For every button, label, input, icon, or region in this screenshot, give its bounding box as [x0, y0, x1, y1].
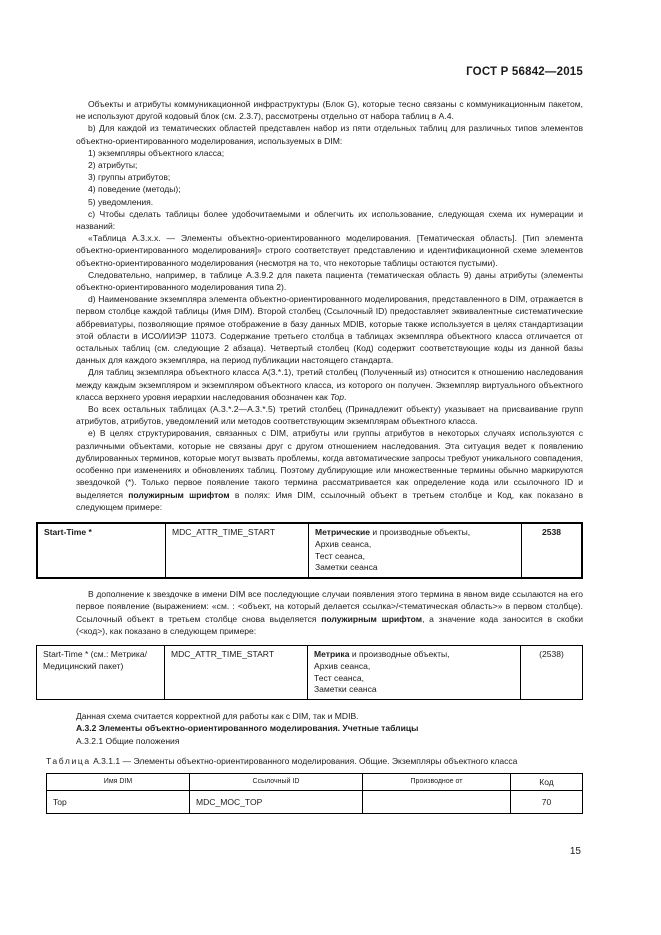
example-code: 2538: [522, 523, 583, 578]
bold-term: полужирным шрифтом: [321, 613, 423, 624]
list-item: 5) уведомления.: [88, 196, 154, 207]
table-row: [47, 790, 583, 813]
text-run: Для таблиц экземпляра объектного класса А(3.*.1), третий столбец (Полученный из) относится к отношению наследования между каждым экземпляром и экземпляром объектного класса, из которого он получен. Экземпляр виртуального объектного класса верхнего уровня иерархии наследования обозначен как: [76, 367, 583, 402]
example-table-2: [36, 645, 583, 700]
table-caption: Таблица А.3.1.1 — Элементы объектно-ориентированного моделирования. Общие. Экземпляры объектного класса: [46, 755, 518, 766]
paragraph: [76, 366, 583, 403]
paragraph: Следовательно, например, в таблице А.3.9.2 для пакета пациента (тематическая область 9) даны атрибуты (элементы объектно-ориентированного моделирования типа 2).: [76, 269, 583, 293]
list-item: 3) группы атрибутов;: [88, 172, 171, 183]
example-dim-name: Start-Time * (см.: Метрика/ Медицинский пакет): [37, 645, 165, 699]
example-object: Метрические и производные объекты, Архив сеанса, Тест сеанса, Заметки сеанса: [309, 523, 522, 578]
list-item: 1) экземпляры объектного класса;: [88, 147, 225, 158]
text-run: e) В целях структурирования, связанных с DIM, атрибуты или группы атрибутов в некоторых случаях используются с различными объектами, которые не связаны друг с другом отношением наследования. Эта ситуация ведет к появлению дублированных терминов, которые могут вызвать проблемы, когда автоматические запросы требуют уникального совпадения, особенно при изменениях и обновлениях таблиц. Поэтому дублирующие или множественные термины обычно маркируются звездочкой (*). Только первое появление такого термина рассматривается как определение кода или ссылочного ID и выделяется: [76, 428, 583, 500]
list-item: 2) атрибуты;: [88, 160, 138, 171]
table-cell: Top: [47, 790, 190, 813]
paragraph: b) Для каждой из тематических областей представлен набор из пяти отдельных таблиц для различных типов элементов объектно-ориентированного моделирования, используемых в DIM:: [76, 123, 583, 146]
text-run: .: [344, 391, 347, 402]
bold-term: полужирным шрифтом: [128, 489, 230, 500]
table-cell: MDC_MOC_TOP: [190, 790, 363, 813]
column-header: Производное от: [363, 773, 511, 790]
paragraph: [76, 427, 583, 512]
paragraph: Данная схема считается корректной для работы как с DIM, так и MDIB.: [76, 711, 359, 722]
section-heading: А.3.2 Элементы объектно-ориентированного моделирования. Учетные таблицы: [76, 723, 419, 734]
example-dim-name: Start-Time *: [37, 523, 166, 578]
standard-number: ГОСТ Р 56842—2015: [466, 66, 583, 78]
subsection-heading: А.3.2.1 Общие положения: [76, 735, 180, 746]
paragraph: d) Наименование экземпляра элемента объектно-ориентированного моделирования, представленного в DIM, отражается в первом столбце каждой таблицы (Имя DIM). Второй столбец (Ссылочный ID) предоставляет эквивалентные систематические аббревиатуры, позволяющие прямое отображение в базу данных MDIB, которые также используется в целях стандартизации этой области в ИСО/ИИЭР 11073. Содержание третьего столбца в таблицах экземпляра объектного класса отличается от остальных таблиц (см. следующие 2 абзаца). Четвертый столбец (Код) содержит соответствующие коды из данной базы данных для каждого экземпляра, на период публикации настоящего стандарта.: [76, 294, 583, 366]
example-code: (2538): [521, 645, 583, 699]
paragraph: Объекты и атрибуты коммуникационной инфраструктуры (Блок G), которые тесно связаны с коммуникационным пакетом, не используют другой кодовый блок (см. 2.3.7), рассмотрены отдельно от набора таблиц в А.4.: [76, 99, 583, 122]
column-header: Имя DIM: [47, 773, 190, 790]
data-table: [46, 773, 583, 814]
table-cell: 70: [511, 790, 583, 813]
italic-term: Top: [330, 391, 345, 402]
example-ref-id: MDC_ATTR_TIME_START: [165, 645, 308, 699]
text-run: В дополнение к звездочке в имени DIM все последующие случаи появления этого термина в явном виде ссылаются на его первое появление (выражением: «см. : <объект, на который делается ссылка>/<тематическая область>» в первом столбце). Ссылочный объект в третьем столбце снова выделяется: [76, 589, 583, 624]
text-run: в полях: Имя DIM, ссылочный объект в третьем столбце и Код, как показано в следующем примере:: [76, 489, 583, 512]
paragraph: Во всех остальных таблицах (А.3.*.2—А.3.*.5) третий столбец (Принадлежит объекту) указывает на присваивание групп атрибутов, атрибутов, уведомлений или методов соответствующим экземплярам объектного класса.: [76, 404, 583, 427]
body-text: [43, 98, 583, 814]
example-table-1: [36, 522, 583, 579]
page-number: 15: [569, 846, 581, 857]
paragraph: [76, 588, 583, 637]
paragraph: «Таблица А.3.х.х. — Элементы объектно-ориентированного моделирования. [Тематическая область]. [Тип элемента объектно-ориентированного моделирования]» строго соответствует представлению и идентификационной схеме элементов объектно-ориентированного моделирования (несмотря на то, что некоторые таблицы остаются пустыми).: [76, 233, 583, 268]
list-item: 4) поведение (методы);: [88, 184, 181, 195]
paragraph: c) Чтобы сделать таблицы более удобочитаемыми и облегчить их использование, следующая схема их нумерации и названий:: [76, 208, 583, 232]
column-header: Код: [511, 773, 583, 790]
example-ref-id: MDC_ATTR_TIME_START: [166, 523, 309, 578]
table-header-row: [47, 773, 583, 790]
example-object: Метрика и производные объекты, Архив сеанса, Тест сеанса, Заметки сеанса: [308, 645, 521, 699]
column-header: Ссылочный ID: [190, 773, 363, 790]
text-run: , а значение кода заносится в скобки (<код>), как показано в следующем примере:: [76, 613, 583, 636]
table-cell: [363, 790, 511, 813]
